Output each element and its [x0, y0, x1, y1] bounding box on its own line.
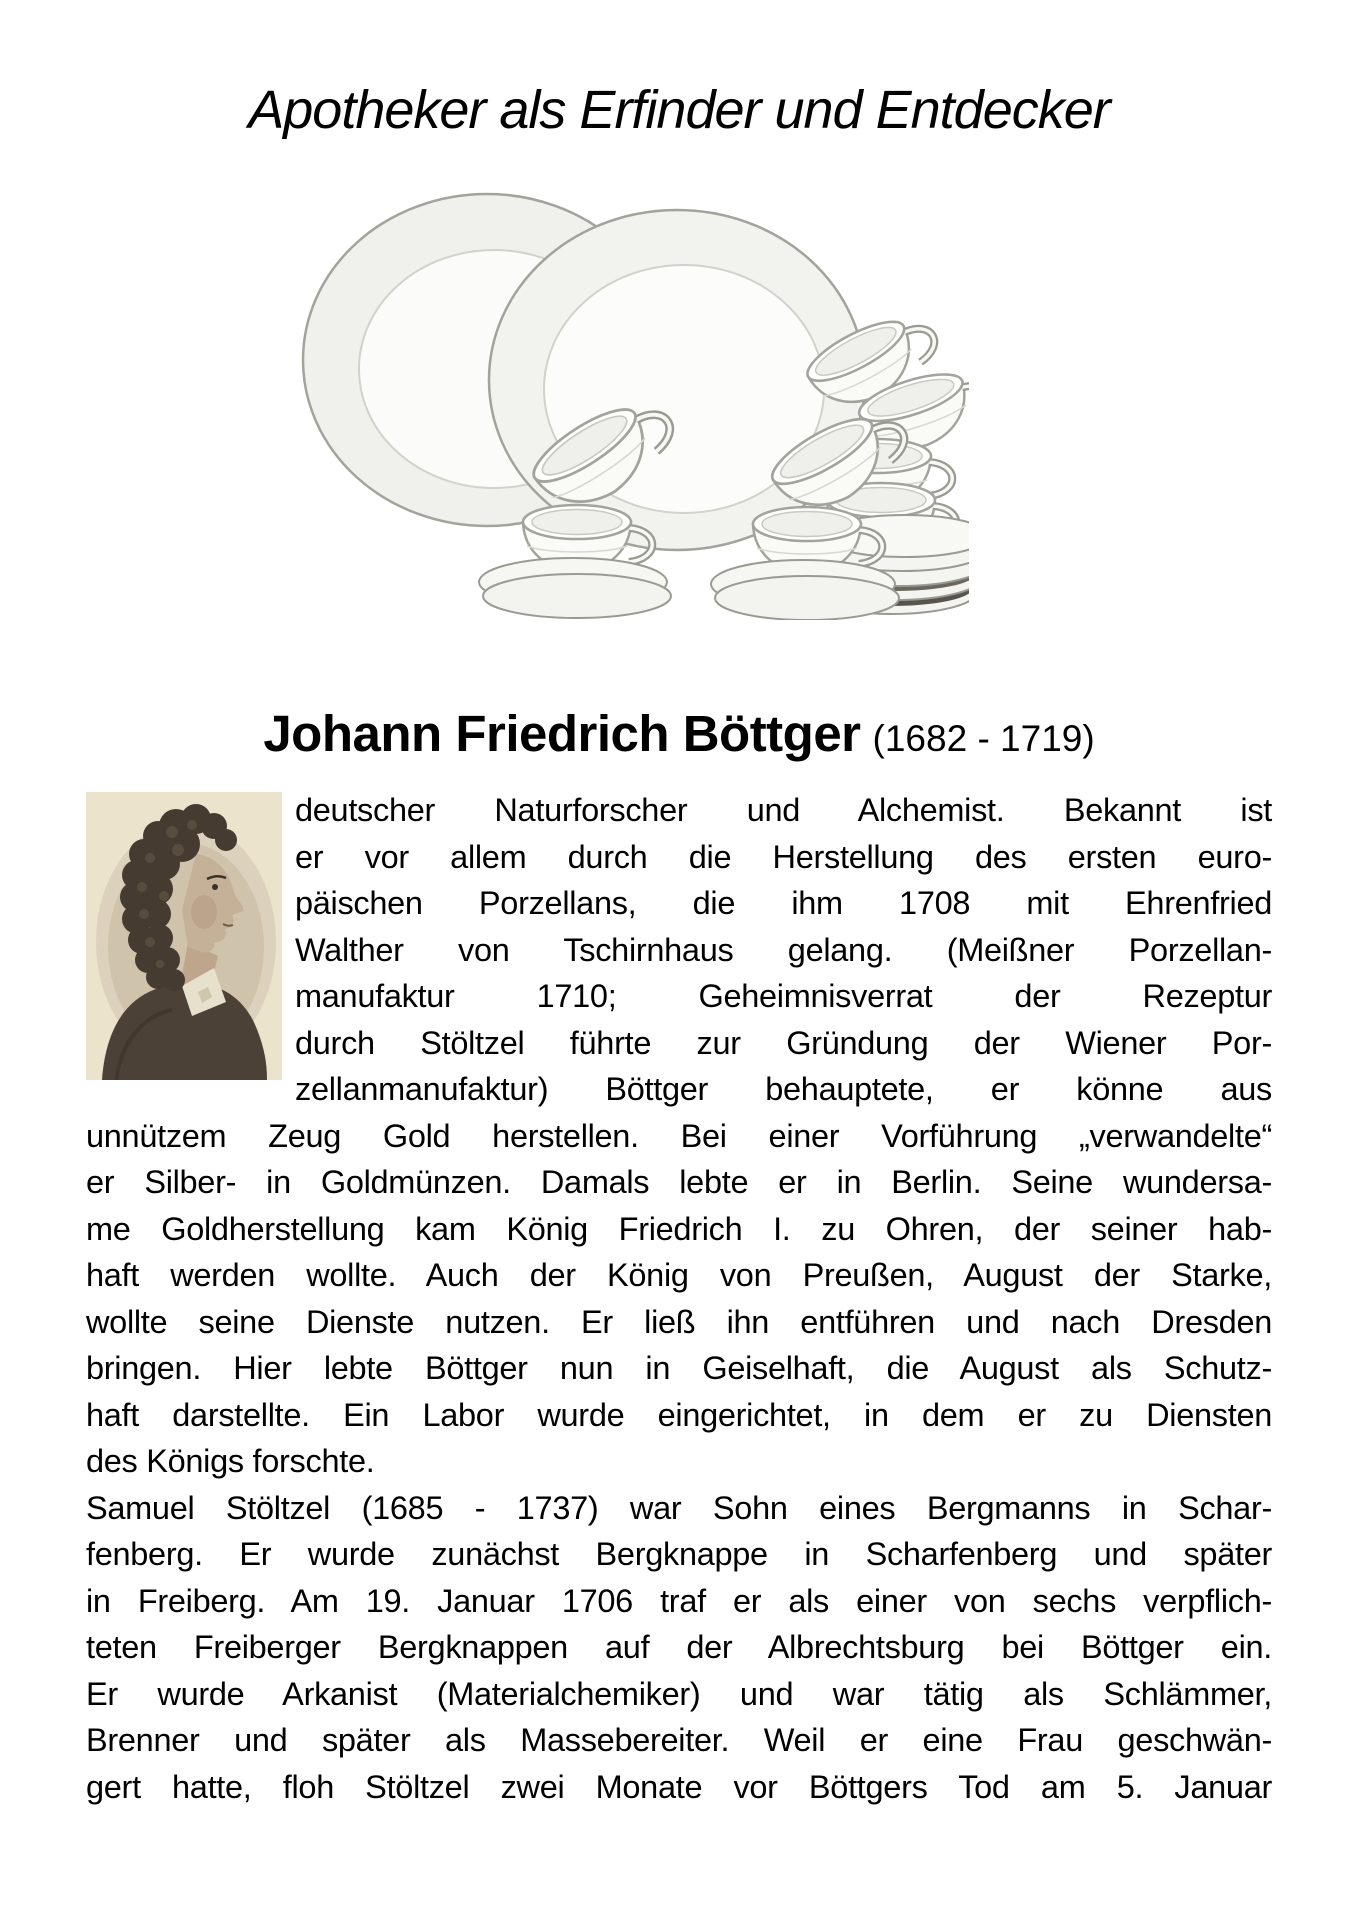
text-line: er Silber- in Goldmünzen. Damals lebte er in Berlin. Seine wundersa- — [86, 1164, 1272, 1200]
text-line: gert hatte, floh Stöltzel zwei Monate vor Böttgers Tod am 5. Januar — [86, 1768, 1272, 1805]
person-dates: (1682 - 1719) — [872, 718, 1095, 759]
text-line: deutscher Naturforscher und Alchemist. Bekannt ist — [295, 792, 1272, 828]
text-line: manufaktur 1710; Geheimnisverrat der Rezeptur — [295, 978, 1272, 1014]
text-line: in Freiberg. Am 19. Januar 1706 traf er als einer von sechs verpflich- — [86, 1582, 1272, 1619]
text-line: me Goldherstellung kam König Friedrich I. zu Ohren, der seiner hab- — [86, 1210, 1272, 1247]
text-line: päischen Porzellans, die ihm 1708 mit Ehrenfried — [295, 885, 1272, 921]
person-heading — [0, 704, 1358, 769]
text-line: Er wurde Arkanist (Materialchemiker) und war tätig als Schlämmer, — [86, 1675, 1272, 1712]
text-line: Walther von Tschirnhaus gelang. (Meißner Porzellan- — [295, 931, 1272, 968]
porcelain-service-image — [0, 188, 1358, 620]
page-title: Apotheker als Erfinder und Entdecker — [248, 80, 1110, 140]
text-line: haft werden wollte. Auch der König von Preußen, August der Starke, — [86, 1257, 1272, 1293]
text-line: teten Freiberger Bergknappen auf der Albrechtsburg bei Böttger ein. — [86, 1629, 1272, 1665]
boettger-portrait-engraving — [86, 792, 282, 1080]
article-body — [86, 787, 1272, 1810]
text-line: zellanmanufaktur) Böttger behauptete, er könne aus — [295, 1071, 1272, 1107]
text-line: er vor allem durch die Herstellung des ersten euro- — [295, 838, 1272, 875]
porcelain-service-illustration — [279, 188, 969, 620]
text-line: haft darstellte. Ein Labor wurde eingerichtet, in dem er zu Diensten — [86, 1396, 1272, 1433]
text-line: des Königs forschte. — [86, 1443, 375, 1479]
person-name: Johann Friedrich Böttger — [263, 705, 861, 762]
text-line: durch Stöltzel führte zur Gründung der Wiener Por- — [295, 1024, 1272, 1061]
text-line: wollte seine Dienste nutzen. Er ließ ihn entführen und nach Dresden — [86, 1303, 1272, 1340]
text-line: bringen. Hier lebte Böttger nun in Geiselhaft, die August als Schutz- — [86, 1350, 1272, 1386]
boettger-portrait-image — [86, 792, 282, 1080]
text-line: Samuel Stöltzel (1685 - 1737) war Sohn eines Bergmanns in Schar- — [86, 1489, 1272, 1526]
text-line: unnützem Zeug Gold herstellen. Bei einer Vorführung „verwandelte“ — [86, 1117, 1272, 1154]
text-line: Brenner und später als Massebereiter. Weil er eine Frau geschwän- — [86, 1722, 1272, 1758]
text-line: fenberg. Er wurde zunächst Bergknappe in Scharfenberg und später — [86, 1536, 1272, 1572]
